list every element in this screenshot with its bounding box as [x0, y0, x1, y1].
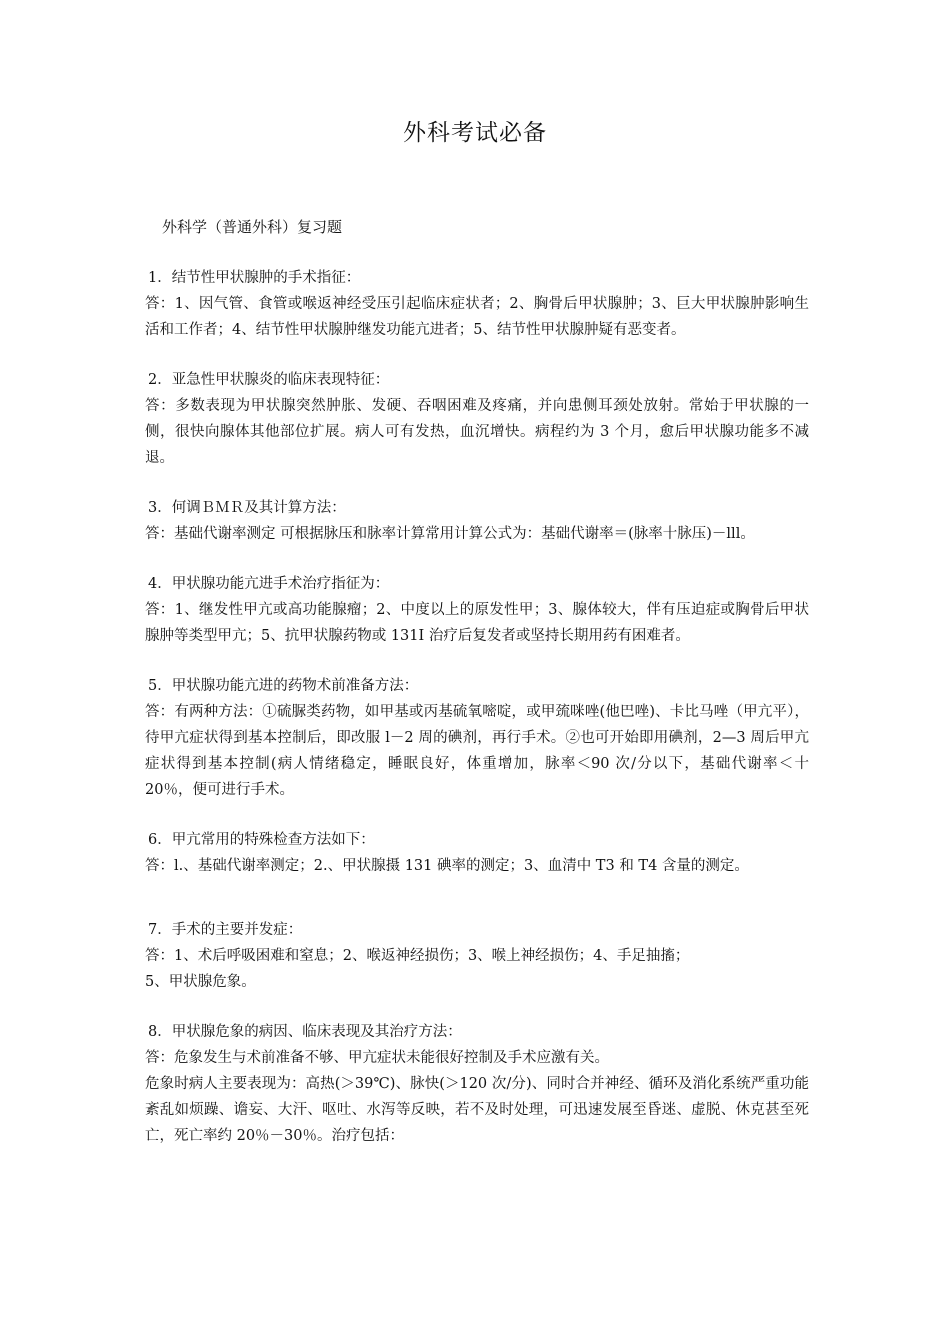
question-heading: 4．甲状腺功能亢进手术治疗指征为：	[148, 576, 390, 592]
qa-item-7	[145, 917, 809, 995]
question-heading: 6．甲亢常用的特殊检查方法如下：	[148, 832, 375, 848]
answer-paragraph: 答：l.、基础代谢率测定；2.、甲状腺摄 131 碘率的测定；3、血清中 T3 和 T4 含量的测定。	[145, 858, 749, 874]
qa-content	[145, 265, 809, 1173]
document-title: 外科考试必备	[403, 120, 547, 146]
answer-paragraph: 答：危象发生与术前准备不够、甲亢症状未能很好控制及手术应激有关。	[145, 1050, 609, 1066]
answer-paragraph: 答：1、术后呼吸困难和窒息；2、喉返神经损伤；3、喉上神经损伤；4、手足抽搐；	[145, 948, 690, 964]
question-heading: 7．手术的主要并发症：	[148, 922, 303, 938]
answer-paragraph: 答：基础代谢率测定 可根据脉压和脉率计算常用计算公式为：基础代谢率＝(脉率十脉压)－lll。	[145, 526, 755, 542]
question-heading: 5．甲状腺功能亢进的药物术前准备方法：	[148, 678, 419, 694]
question-heading: 3．何调ＢＭＲ及其计算方法：	[148, 500, 346, 516]
qa-item-5	[145, 673, 809, 803]
answer-paragraph: 答：1、因气管、食管或喉返神经受压引起临床症状者；2、胸骨后甲状腺肿；3、巨大甲状腺肿影响生活和工作者；4、结节性甲状腺肿继发功能亢进者；5、结节性甲状腺肿疑有恶变者。	[145, 296, 809, 338]
qa-item-2	[145, 367, 809, 471]
answer-paragraph: 答：有两种方法：①硫脲类药物，如甲基或丙基硫氧嘧啶，或甲巯咪唑(他巴唑)、卡比马唑（甲亢平），待甲亢症状得到基本控制后，即改服 l－2 周的碘剂，再行手术。②也可开始即用碘剂，2—3 周后甲亢症状得到基本控制(病人情绪稳定，睡眠良好，体重增加，脉率＜90 次/分以下，基础代谢率＜十 20％，便可进行手术。	[145, 704, 809, 798]
question-heading: 2．亚急性甲状腺炎的临床表现特征：	[148, 372, 390, 388]
qa-item-4	[145, 571, 809, 649]
qa-item-6	[145, 827, 809, 879]
answer-paragraph: 答：1、继发性甲亢或高功能腺瘤；2、中度以上的原发性甲；3、腺体较大，伴有压迫症或胸骨后甲状腺肿等类型甲亢；5、抗甲状腺药物或 131I 治疗后复发者或坚持长期用药有困难者。	[145, 602, 809, 644]
question-heading: 1．结节性甲状腺肿的手术指征：	[148, 270, 361, 286]
qa-item-3	[145, 495, 809, 547]
qa-item-8	[145, 1019, 809, 1149]
qa-item-1	[145, 265, 809, 343]
answer-paragraph: 危象时病人主要表现为：高热(＞39℃)、脉快(＞120 次/分)、同时合并神经、循环及消化系统严重功能紊乱如烦躁、谵妄、大汗、呕吐、水泻等反映，若不及时处理，可迅速发展至昏迷、虚脱、休克甚至死亡，死亡率约 20％－30％。治疗包括：	[145, 1076, 809, 1144]
answer-paragraph: 答：多数表现为甲状腺突然肿胀、发硬、吞咽困难及疼痛，并向患侧耳颈处放射。常始于甲状腺的一侧，很快向腺体其他部位扩展。病人可有发热，血沉增快。病程约为 3 个月，愈后甲状腺功能多不减退。	[145, 398, 809, 466]
document-subtitle: 外科学（普通外科）复习题	[162, 218, 343, 236]
question-heading: 8．甲状腺危象的病因、临床表现及其治疗方法：	[148, 1024, 462, 1040]
answer-paragraph: 5、甲状腺危象。	[145, 974, 256, 990]
